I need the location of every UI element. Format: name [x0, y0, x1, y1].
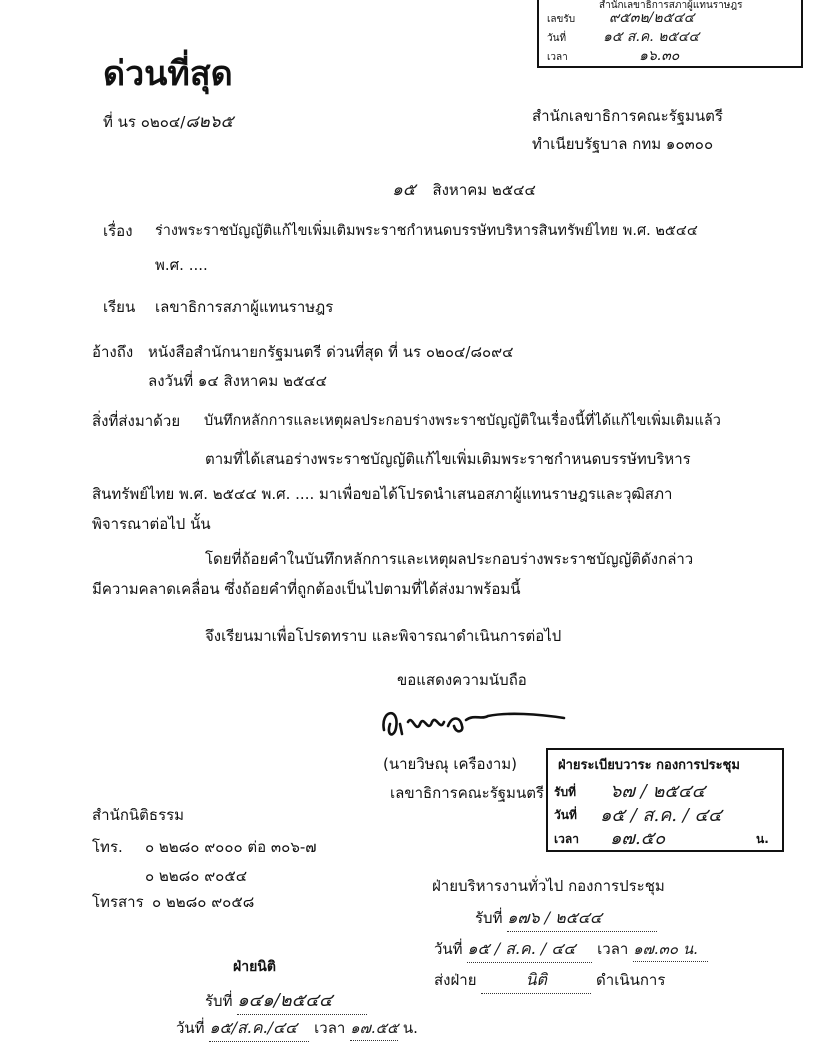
- office-address: ทำเนียบรัฐบาล กทม ๑๐๓๐๐: [532, 135, 714, 153]
- admin-stamp-received-value: ๑๗๖ / ๒๕๔๔: [507, 906, 657, 932]
- meeting-stamp-received-value: ๖๗ / ๒๕๔๔: [610, 781, 706, 802]
- legal-stamp-time-suffix: น.: [402, 1019, 418, 1037]
- admin-stamp-send-label: ส่งฝ่าย: [434, 971, 477, 989]
- meeting-stamp-date-value: ๑๕ / ส.ค. / ๔๔: [600, 805, 722, 826]
- letter-date: [392, 176, 536, 203]
- signer-title: เลขาธิการคณะรัฐมนตรี: [390, 784, 544, 802]
- reference-line-2: ลงวันที่ ๑๔ สิงหาคม ๒๕๔๔: [148, 372, 327, 390]
- paragraph-1-line-2: สินทรัพย์ไทย พ.ศ. ๒๕๔๔ พ.ศ. .... มาเพื่อขอได้โปรดนำเสนอสภาผู้แทนราษฎรและวุฒิสภา: [92, 485, 673, 503]
- stamp-top-date-value: ๑๕ ส.ค. ๒๕๔๔: [603, 29, 700, 45]
- subject-label: เรื่อง: [103, 222, 133, 240]
- fax-label: โทรสาร: [92, 893, 144, 911]
- stamp-top-received-label: เลขรับ: [547, 14, 576, 25]
- doc-number-label: ที่ นร ๐๒๐๔/: [103, 113, 186, 131]
- enclosure-label: สิ่งที่ส่งมาด้วย: [92, 412, 181, 430]
- department: สำนักนิติธรรม: [92, 806, 185, 824]
- paragraph-1-line-3: พิจารณาต่อไป นั้น: [92, 515, 211, 533]
- reference-label: อ้างถึง: [92, 343, 134, 361]
- enclosure-value: บันทึกหลักการและเหตุผลประกอบร่างพระราชบัญญัติในเรื่องนี้ที่ได้แก้ไขเพิ่มเติมแล้ว: [204, 413, 721, 429]
- admin-stamp-time-value: ๑๗.๓๐ น.: [633, 937, 708, 962]
- letter-date-rest: สิงหาคม ๒๕๔๔: [432, 181, 536, 199]
- admin-stamp-date: [434, 937, 708, 963]
- paragraph-1-line-1: ตามที่ได้เสนอร่างพระราชบัญญัติแก้ไขเพิ่มเติมพระราชกำหนดบรรษัทบริหาร: [205, 450, 691, 468]
- meeting-stamp-time-suffix: น.: [756, 832, 769, 846]
- legal-stamp-received-label: รับที่: [205, 992, 233, 1010]
- legal-stamp-date: [176, 1016, 418, 1042]
- stamp-top-time-value: ๑๖.๓๐: [639, 48, 680, 64]
- legal-stamp-time-value: ๑๗.๕๕: [350, 1016, 398, 1041]
- letter-date-day: ๑๕: [392, 180, 416, 200]
- legal-stamp-received-value: ๑๔๑/๒๕๔๔: [237, 985, 367, 1015]
- stamp-top-time-label: เวลา: [547, 52, 568, 63]
- legal-stamp-received: [205, 985, 367, 1015]
- admin-stamp-action: ดำเนินการ: [596, 971, 666, 989]
- closing: ขอแสดงความนับถือ: [397, 671, 527, 689]
- stamp-top-received-value: ๙๕๓๒/๒๕๔๔: [609, 10, 695, 26]
- legal-stamp-header: ฝ่ายนิติ: [233, 959, 276, 975]
- admin-stamp-date-value: ๑๕ / ส.ค. / ๔๔: [467, 937, 592, 963]
- legal-stamp-date-label: วันที่: [176, 1019, 205, 1037]
- phone-label: โทร.: [92, 838, 123, 856]
- to-label: เรียน: [103, 298, 136, 316]
- paragraph-2-line-2: มีความคลาดเคลื่อน ซึ่งถ้อยคำที่ถูกต้องเป็นไปตามที่ได้ส่งมาพร้อมนี้: [92, 580, 521, 598]
- phone-primary: ๐ ๒๒๘๐ ๙๐๐๐ ต่อ ๓๐๖-๗: [145, 838, 317, 856]
- received-stamp-top: [537, 0, 803, 68]
- meeting-stamp-date-label: วันที่: [554, 808, 577, 822]
- signer-name: (นายวิษณุ เครืองาม): [383, 755, 518, 773]
- stamp-top-date-label: วันที่: [547, 33, 567, 44]
- admin-stamp-header: ฝ่ายบริหารงานทั่วไป กองการประชุม: [432, 877, 665, 895]
- office-name: สำนักเลขาธิการคณะรัฐมนตรี: [532, 107, 723, 125]
- stamp-top-header: สำนักเลขาธิการสภาผู้แทนราษฎร: [599, 0, 743, 11]
- meeting-stamp-time-label: เวลา: [554, 832, 579, 846]
- subject-line-1: ร่างพระราชบัญญัติแก้ไขเพิ่มเติมพระราชกำหนดบรรษัทบริหารสินทรัพย์ไทย พ.ศ. ๒๕๔๔: [155, 223, 698, 239]
- admin-stamp-date-label: วันที่: [434, 940, 463, 958]
- admin-stamp-send: [434, 968, 665, 994]
- meeting-stamp-header: ฝ่ายระเบียบวาระ กองการประชุม: [558, 758, 740, 773]
- doc-number-handwritten: ๘๒๖๕: [185, 112, 234, 132]
- phone-secondary: ๐ ๒๒๘๐ ๙๐๕๔: [145, 867, 248, 885]
- admin-stamp-send-value: นิติ: [481, 968, 591, 994]
- doc-number: [103, 108, 233, 135]
- meeting-agenda-stamp: [546, 748, 784, 852]
- reference-line-1: หนังสือสำนักนายกรัฐมนตรี ด่วนที่สุด ที่ นร ๐๒๐๔/๘๐๙๔: [148, 343, 514, 361]
- legal-stamp-date-value: ๑๕/ส.ค./๔๔: [209, 1016, 309, 1042]
- admin-stamp-received-label: รับที่: [475, 909, 503, 927]
- admin-stamp-received: [475, 906, 657, 932]
- meeting-stamp-time-value: ๑๗.๕๐: [610, 828, 666, 849]
- to-value: เลขาธิการสภาผู้แทนราษฎร: [155, 298, 334, 316]
- legal-stamp-time-label: เวลา: [314, 1019, 346, 1037]
- fax-number: ๐ ๒๒๘๐ ๙๐๕๘: [152, 893, 255, 911]
- paragraph-2-line-1: โดยที่ถ้อยคำในบันทึกหลักการและเหตุผลประกอบร่างพระราชบัญญัติดังกล่าว: [205, 550, 694, 568]
- paragraph-3: จึงเรียนมาเพื่อโปรดทราบ และพิจารณาดำเนินการต่อไป: [205, 627, 562, 645]
- urgency-heading: ด่วนที่สุด: [103, 54, 233, 94]
- subject-line-2: พ.ศ. ....: [155, 256, 208, 274]
- meeting-stamp-received-label: รับที่: [554, 785, 576, 799]
- signature: [378, 700, 578, 750]
- admin-stamp-time-label: เวลา: [597, 940, 629, 958]
